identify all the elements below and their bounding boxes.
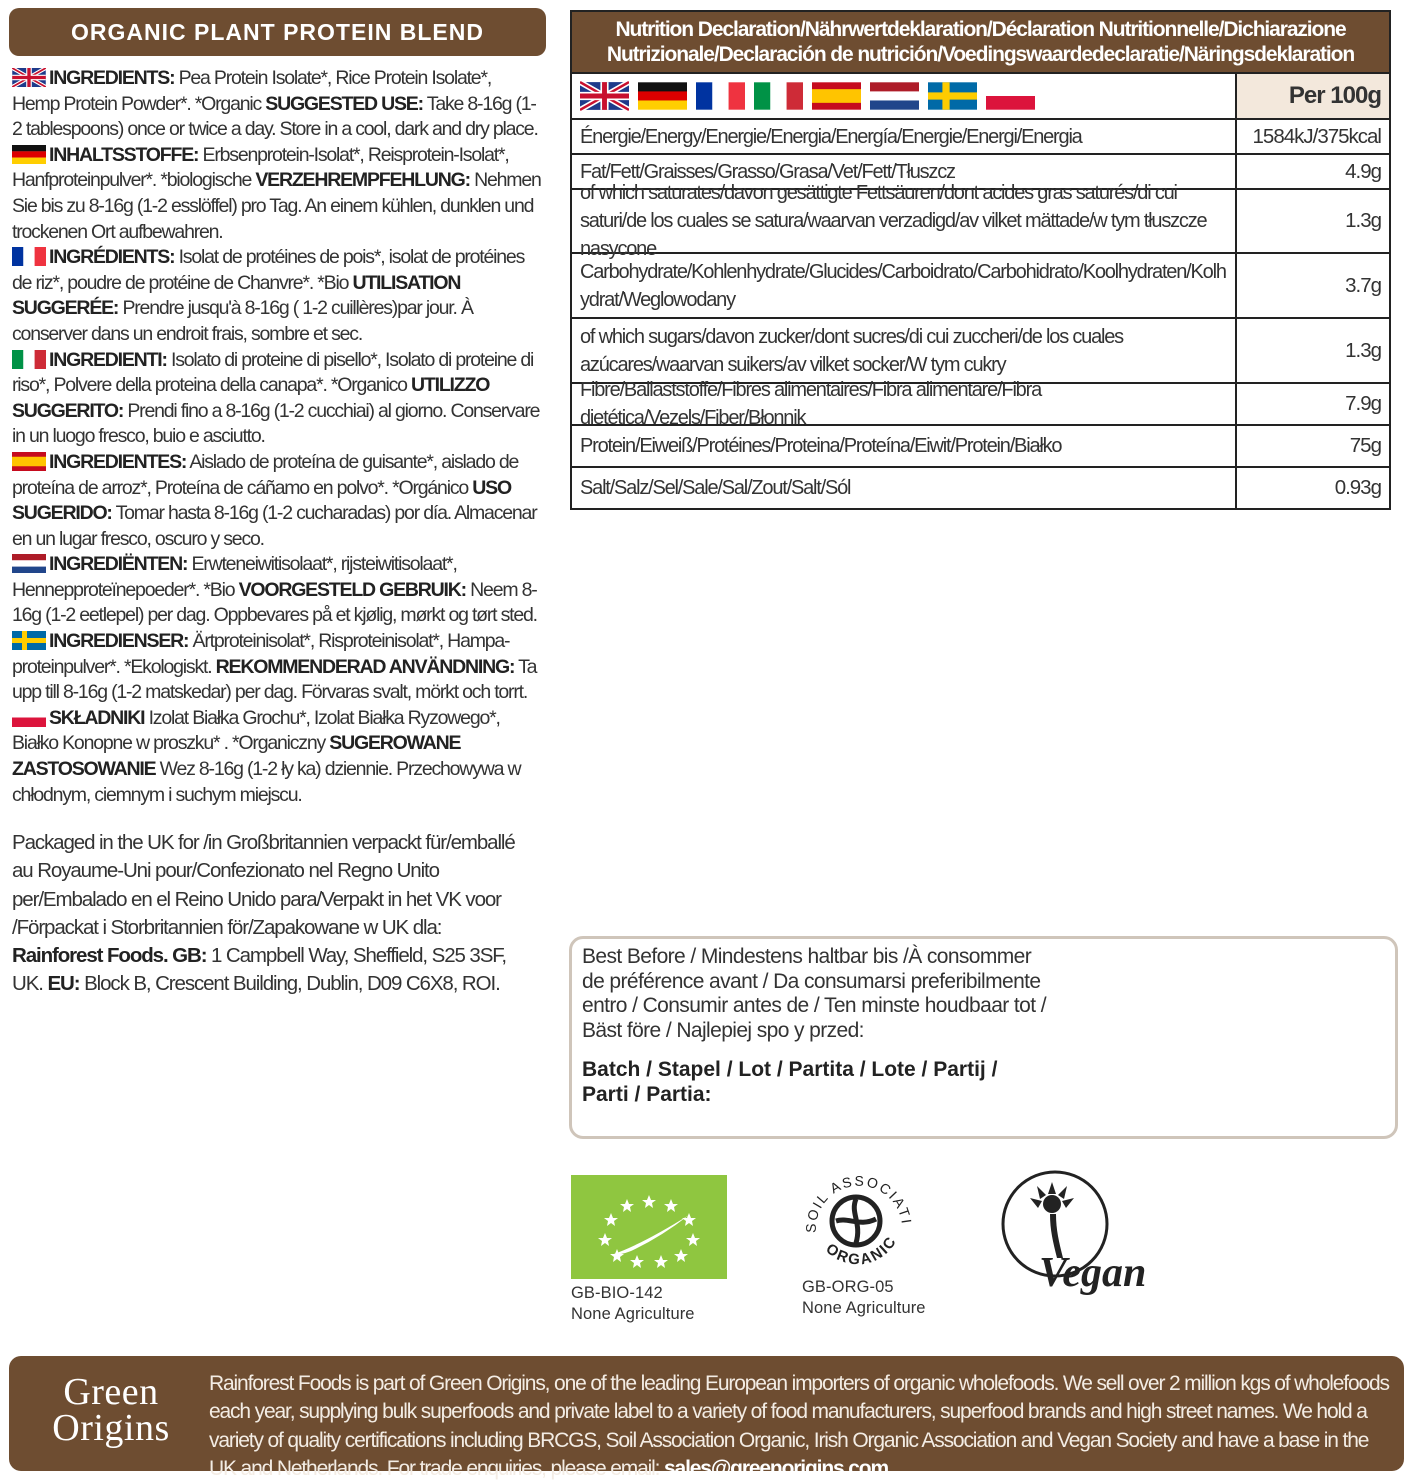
ingredients-section	[12, 66, 542, 808]
netherlands-flag-icon	[870, 81, 919, 111]
spain-flag-icon	[812, 81, 861, 111]
footer-description: Rainforest Foods is part of Green Origins, one of the leading European importers of organic wholefoods. We sell over 2 million kgs of wholefoods each year, supplying bulk superfoods and private label to a variety of food manufacturers, superfood brands and high street names. We hold a variety of quality certifications including BRCGS, Soil Association Organic, Irish Organic Association and Vegan Society and have a base in the UK and Netherlands. For trade enquiries, please email: sales@greenorigins.com.	[209, 1372, 1389, 1480]
sweden-flag-icon	[928, 81, 977, 111]
uk-flag-icon	[12, 68, 46, 87]
ingredients-se: INGREDIENSER: Ärtproteinisolat*, Risproteinisolat*, Hampa-proteinpulver*. *Ekologiskt. REKOMMENDERAD ANVÄNDNING: Ta upp till 8-16g (1-2 matskedar) per dag. Förvaras svalt, mörkt och torrt.	[12, 630, 537, 704]
poland-flag-icon	[986, 81, 1035, 111]
soil-association-icon	[798, 1163, 914, 1279]
green-origins-logo: Green Origins	[52, 1371, 170, 1449]
batch-label: Batch / Stapel / Lot / Partita / Lote / Partij / Parti / Partia:	[582, 1058, 998, 1107]
soil-ring-text: SOIL ASSOCIATI	[802, 1172, 914, 1234]
germany-flag-icon	[12, 145, 46, 164]
nutrition-table	[570, 10, 1391, 510]
product-title: ORGANIC PLANT PROTEIN BLEND	[9, 8, 546, 56]
ingredients-de: INHALTSSTOFFE: Erbsenprotein-Isolat*, Reisprotein-Isolat*, Hanfproteinpulver*. *biologische VERZEHREMPFEHLUNG: Nehmen Sie bis zu 8-16g (1-2 esslöffel) pro Tag. An einem kühlen, dunklen und trockenen Ort aufbewahren.	[12, 143, 541, 243]
ingredients-pl: SKŁADNIKI Izolat Białka Grochu*, Izolat Białka Ryzowego*, Białko Konopne w proszku* . *Organiczny SUGEROWANE ZASTOSOWANIE Wez 8-16g (1-2 ły ka) dziennie. Przechowywa w chłodnym, ciemnym i suchym miejscu.	[12, 706, 521, 806]
ingredients-uk: INGREDIENTS: Pea Protein Isolate*, Rice Protein Isolate*, Hemp Protein Powder*. *Organic SUGGESTED USE: Take 8-16g (1-2 tablespoons) once or twice a day. Store in a cool, dark and dry place.	[12, 67, 538, 141]
germany-flag-icon	[638, 81, 687, 111]
soil-organic-text: ORGANIC	[822, 1232, 901, 1269]
poland-flag-icon	[12, 708, 46, 727]
best-before-label: Best Before / Mindestens haltbar bis /À consommer de préférence avant / Da consumarsi preferibilmente entro / Consumir antes de / Ten minste houdbaar tot / Bäst före / Najlepiej spo y przed:	[582, 945, 1046, 1042]
spain-flag-icon	[12, 452, 46, 471]
nutrition-row-saturates: of which saturates/davon gesättigte Fettsäuren/dont acides gras saturés/di cui saturi/de los cuales se satura/waarvan verzadigd/av vilket mättade/w tym tłuszcze nasycone 1.3g	[572, 188, 1389, 252]
soil-association-caption: GB-ORG-05 None Agriculture	[802, 1278, 926, 1317]
ingredients-it: INGREDIENTI: Isolato di proteine di pisello*, Isolato di proteine di riso*, Polvere della proteina della canapa*. *Organico UTILIZZO SUGGERITO: Prendi fino a 8-16g (1-2 cucchiai) al giorno. Conservare in un luogo fresco, buio e asciutto.	[12, 348, 540, 448]
nutrition-row-carbohydrate: Carbohydrate/Kohlenhydrate/Glucides/Carboidrato/Carbohidrato/Koolhydraten/Kolhydrat/Weglowodany 3.7g	[572, 252, 1389, 317]
eu-organic-leaf-icon	[571, 1175, 727, 1279]
vegan-wordmark: Vegan	[1039, 1250, 1147, 1296]
nutrition-row-sugars: of which sugars/davon zucker/dont sucres/di cui zuccheri/de los cuales azúcares/waarvan suikers/av vilket socker/W tym cukry 1.3g	[572, 317, 1389, 382]
ingredients-fr: INGRÉDIENTS: Isolat de protéines de pois*, isolat de protéines de riz*, poudre de protéine de Chanvre*. *Bio UTILISATION SUGGERÉE: Prendre jusqu'à 8-16g ( 1-2 cuillères)par jour. À conserver dans un endroit frais, sombre et sec.	[12, 246, 525, 345]
italy-flag-icon	[754, 81, 803, 111]
flags-cell	[572, 74, 1237, 118]
nutrition-row-protein: Protein/Eiweiß/Protéines/Proteina/Proteína/Eiwit/Protein/Białko 75g	[572, 424, 1389, 466]
svg-text:ORGANIC	[822, 1233, 900, 1269]
flag-row	[572, 72, 1389, 118]
eu-organic-caption: GB-BIO-142 None Agriculture	[571, 1284, 695, 1323]
contact-email-link[interactable]: sales@greenorigins.com.	[664, 1456, 893, 1480]
packaging-address: Packaged in the UK for /in Großbritannien verpackt für/emballé au Royaume-Uni pour/Confezionato nel Regno Unito per/Embalado en el Reino Unido para/Verpakt in het VK voor /Förpackat i Storbritannien för/Zapakowane w UK dla: Rainforest Foods. GB: 1 Campbell Way, Sheffield, S25 3SF, UK. EU: Block B, Crescent Building, Dublin, D09 C6X8, ROI.	[12, 831, 515, 996]
footer-banner	[9, 1356, 1404, 1480]
ingredients-nl: INGREDIËNTEN: Erwteneiwitisolaat*, rijsteiwitisolaat*, Hennepproteïnepoeder*. *Bio VOORGESTELD GEBRUIK: Neem 8-16g (1-2 eetlepel) per dag. Oppbevares på et kjølig, mørkt og tørt sted.	[12, 553, 537, 627]
france-flag-icon	[696, 81, 745, 111]
best-before-box	[569, 936, 1398, 1139]
sweden-flag-icon	[12, 631, 46, 650]
nutrition-header: Nutrition Declaration/Nährwertdeklaration/Déclaration Nutritionnelle/Dichiarazione Nutrizionale/Declaración de nutrición/Voedingswaardedeclaratie/Näringsdeklaration	[572, 12, 1389, 72]
uk-flag-icon	[580, 81, 629, 111]
ingredients-es: INGREDIENTES: Aislado de proteína de guisante*, aislado de proteína de arroz*, Proteína de cáñamo en polvo*. *Orgánico USO SUGERIDO: Tomar hasta 8-16g (1-2 cucharadas) por día. Almacenar en un lugar fresco, oscuro y seco.	[12, 450, 537, 550]
vegan-society-icon	[997, 1168, 1161, 1302]
nutrition-row-fibre: Fibre/Ballaststoffe/Fibres alimentaires/Fibra alimentare/Fibra dietética/Vezels/Fiber/Błonnik 7.9g	[572, 382, 1389, 424]
per-100g-label: Per 100g	[1237, 74, 1389, 118]
nutrition-row-energy: Énergie/Energy/Energie/Energia/Energía/Energie/Energi/Energia 1584kJ/375kcal	[572, 118, 1389, 153]
italy-flag-icon	[12, 350, 46, 369]
nutrition-row-fat: Fat/Fett/Graisses/Grasso/Grasa/Vet/Fett/Tłuszcz 4.9g	[572, 153, 1389, 188]
france-flag-icon	[12, 247, 46, 266]
netherlands-flag-icon	[12, 554, 46, 573]
nutrition-row-salt: Salt/Salz/Sel/Sale/Sal/Zout/Salt/Sól 0.93g	[572, 466, 1389, 508]
